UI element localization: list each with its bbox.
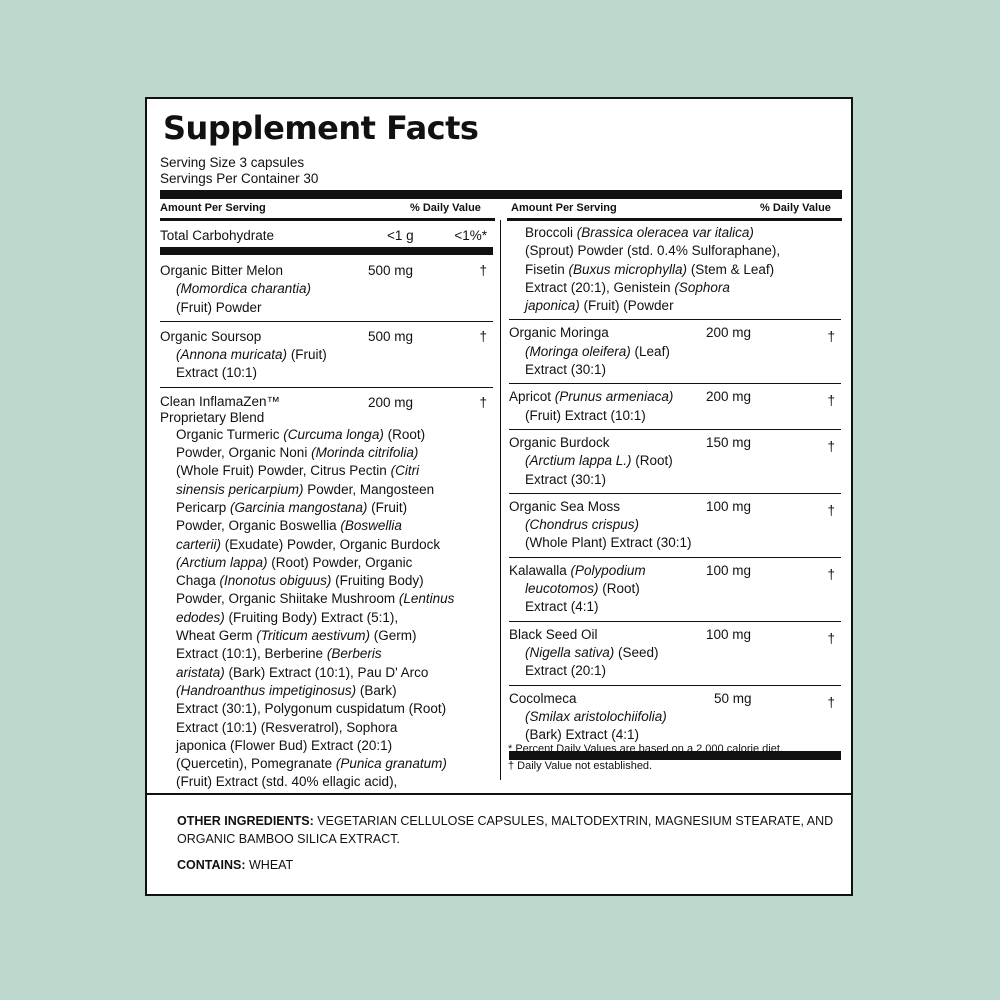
bitter-melon-row [160, 262, 493, 321]
ingredient-row [509, 498, 841, 557]
carb-thick-rule [160, 247, 493, 255]
divider [509, 383, 841, 384]
blend-name-2: Proprietary Blend [160, 409, 265, 425]
ingredient-amount: 100 mg [706, 562, 752, 578]
blend-line: edodes) (Fruiting Body) Extract (5:1), [176, 609, 399, 625]
ingredient-detail: (Bark) Extract (4:1) [525, 727, 640, 743]
right-rows [509, 319, 841, 748]
blend-line: aristata) (Bark) Extract (10:1), Pau D' Arco [176, 664, 429, 680]
ingredient-name: Organic Moringa [509, 325, 609, 341]
blend-continued [509, 224, 841, 319]
ingredient-detail: (Arctium lappa L.) (Root) [525, 453, 673, 469]
contains-label: CONTAINS: [177, 858, 246, 872]
blend-line: japonica (Flower Bud) Extract (20:1) [176, 737, 393, 753]
ingredient-name: Apricot (Prunus armeniaca) [509, 389, 674, 405]
right-header-dv: % Daily Value [760, 202, 831, 214]
divider [509, 429, 841, 430]
divider [509, 319, 841, 320]
ingredient-amount: 50 mg [714, 690, 752, 706]
blend-line: Broccoli (Brassica oleracea var italica) [525, 225, 754, 240]
column-divider [500, 220, 501, 780]
soursop-row [160, 328, 493, 387]
bitter-melon-dagger: † [479, 263, 487, 278]
ingredient-name: Organic Sea Moss [509, 498, 621, 514]
left-header-rule [160, 218, 495, 221]
ingredient-amount: 100 mg [706, 626, 752, 642]
divider [160, 387, 493, 388]
ingredient-detail: (Nigella sativa) (Seed) [525, 644, 659, 660]
bitter-melon-part: (Fruit) Powder [176, 299, 262, 315]
top-thick-rule [160, 190, 842, 199]
ingredient-row [509, 562, 841, 621]
blend-line: (Handroanthus impetiginosus) (Bark) [176, 682, 397, 698]
blend-amount: 200 mg [368, 394, 414, 410]
ingredient-dagger: † [827, 393, 835, 409]
soursop-amount: 500 mg [368, 328, 414, 344]
blend-line: Pericarp (Garcinia mangostana) (Fruit) [176, 499, 408, 515]
blend-line: carterii) (Exudate) Powder, Organic Burdock [176, 536, 441, 552]
soursop-part: Extract (10:1) [176, 365, 258, 381]
right-header-rule [507, 218, 842, 221]
blend-line: Fisetin (Buxus microphylla) (Stem & Leaf) [525, 261, 775, 277]
blend-line: (Whole Fruit) Powder, Citrus Pectin (Citri [176, 463, 420, 479]
right-column [509, 224, 841, 760]
supplement-facts-panel [145, 97, 853, 896]
blend-line: Extract (10:1), Berberine (Berberis [176, 646, 382, 662]
ingredient-row [509, 626, 841, 685]
soursop-latin: (Annona muricata) (Fruit) [176, 347, 327, 363]
blend-line: (Quercetin), Pomegranate (Punica granatum) [176, 756, 447, 772]
bottom-rule [147, 793, 851, 795]
blend-line: Extract (20:1), Genistein (Sophora [525, 279, 730, 295]
bitter-melon-latin: (Momordica charantia) [176, 281, 312, 297]
panel-title: Supplement Facts [163, 109, 479, 147]
soursop-name: Organic Soursop [160, 328, 262, 344]
carb-row [160, 227, 493, 245]
other-text: VEGETARIAN CELLULOSE CAPSULES, MALTODEXTRIN, MAGNESIUM STEARATE, AND ORGANIC BAMBOO SILICA EXTRACT. [177, 814, 834, 846]
soursop-dagger: † [479, 328, 487, 344]
serving-size: Serving Size 3 capsules [160, 155, 305, 170]
divider [509, 557, 841, 558]
ingredient-detail: (Whole Plant) Extract (30:1) [525, 535, 692, 551]
blend-line: Extract (10:1) (Resveratrol), Sophora [176, 719, 398, 735]
blend-line: Powder, Organic Boswellia (Boswellia [176, 518, 402, 534]
ingredient-dagger: † [827, 438, 835, 454]
blend-line: Wheat Germ (Triticum aestivum) (Germ) [176, 628, 417, 644]
bitter-melon-amount: 500 mg [368, 263, 414, 278]
ingredient-row [509, 388, 841, 429]
ingredient-detail: Extract (30:1) [525, 471, 607, 487]
ingredient-dagger: † [827, 694, 835, 710]
ingredient-amount: 150 mg [706, 434, 752, 450]
blend-ingredients [160, 426, 493, 792]
blend-line: Powder, Organic Shiitake Mushroom (Lentinus [176, 591, 455, 607]
ingredient-row [509, 690, 841, 749]
bitter-melon-name: Organic Bitter Melon [160, 263, 284, 278]
footnote-percent: * Percent Daily Values are based on a 2,000 calorie diet. [508, 743, 783, 755]
ingredient-amount: 100 mg [706, 498, 752, 514]
carb-name: Total Carbohydrate [160, 228, 275, 243]
blend-line: (Sprout) Powder (std. 0.4% Sulforaphane), [525, 243, 781, 259]
ingredient-amount: 200 mg [706, 389, 752, 405]
ingredient-detail: (Moringa oleifera) (Leaf) [525, 343, 670, 359]
blend-line: Organic Turmeric (Curcuma longa) (Root) [176, 426, 426, 442]
ingredient-detail: (Smilax aristolochiifolia) [525, 708, 667, 724]
ingredient-row [509, 434, 841, 493]
ingredient-name: Organic Burdock [509, 434, 610, 450]
left-column [160, 227, 493, 792]
servings-per-container: Servings Per Container 30 [160, 171, 319, 186]
ingredient-dagger: † [827, 630, 835, 646]
ingredient-amount: 200 mg [706, 325, 752, 341]
blend-line: Chaga (Inonotus obiguus) (Fruiting Body) [176, 573, 424, 589]
carb-dv: <1%* [454, 228, 487, 243]
serving-info [160, 155, 318, 187]
divider [509, 621, 841, 622]
divider [509, 685, 841, 686]
ingredient-detail: Extract (30:1) [525, 362, 607, 378]
ingredient-detail: Extract (20:1) [525, 663, 607, 679]
blend-row [160, 394, 493, 792]
ingredient-dagger: † [827, 329, 835, 345]
left-header-amount: Amount Per Serving [160, 202, 266, 214]
ingredient-detail: leucotomos) (Root) [525, 581, 640, 597]
ingredient-dagger: † [827, 502, 835, 518]
ingredient-dagger: † [827, 566, 835, 582]
ingredient-detail: (Chondrus crispus) [525, 517, 640, 533]
left-header-dv: % Daily Value [410, 202, 481, 214]
ingredient-name: Kalawalla (Polypodium [509, 562, 646, 578]
blend-line: japonica) (Fruit) (Powder [525, 298, 674, 314]
carb-amount: <1 g [387, 228, 414, 243]
blend-line: Powder, Organic Noni (Morinda citrifolia) [176, 445, 419, 461]
divider [509, 493, 841, 494]
ingredient-name: Black Seed Oil [509, 626, 598, 642]
footnote-dagger: † Daily Value not established. [508, 760, 653, 772]
blend-dagger: † [479, 394, 487, 410]
divider [160, 321, 493, 322]
right-header-amount: Amount Per Serving [511, 202, 617, 214]
ingredient-row [509, 324, 841, 383]
contains-text: WHEAT [245, 858, 294, 872]
other-label: OTHER INGREDIENTS: [177, 814, 314, 828]
ingredient-name: Cocolmeca [509, 690, 577, 706]
other-ingredients [177, 812, 837, 874]
ingredient-detail: (Fruit) Extract (10:1) [525, 407, 646, 423]
blend-line: (Fruit) Extract (std. 40% ellagic acid), [176, 774, 398, 790]
ingredient-detail: Extract (4:1) [525, 599, 599, 615]
blend-line: Extract (30:1), Polygonum cuspidatum (Root) [176, 701, 447, 717]
blend-line: (Arctium lappa) (Root) Powder, Organic [176, 554, 413, 570]
blend-line: sinensis pericarpium) Powder, Mangosteen [176, 481, 435, 497]
blend-name: Clean InflamaZen™ [160, 393, 281, 409]
